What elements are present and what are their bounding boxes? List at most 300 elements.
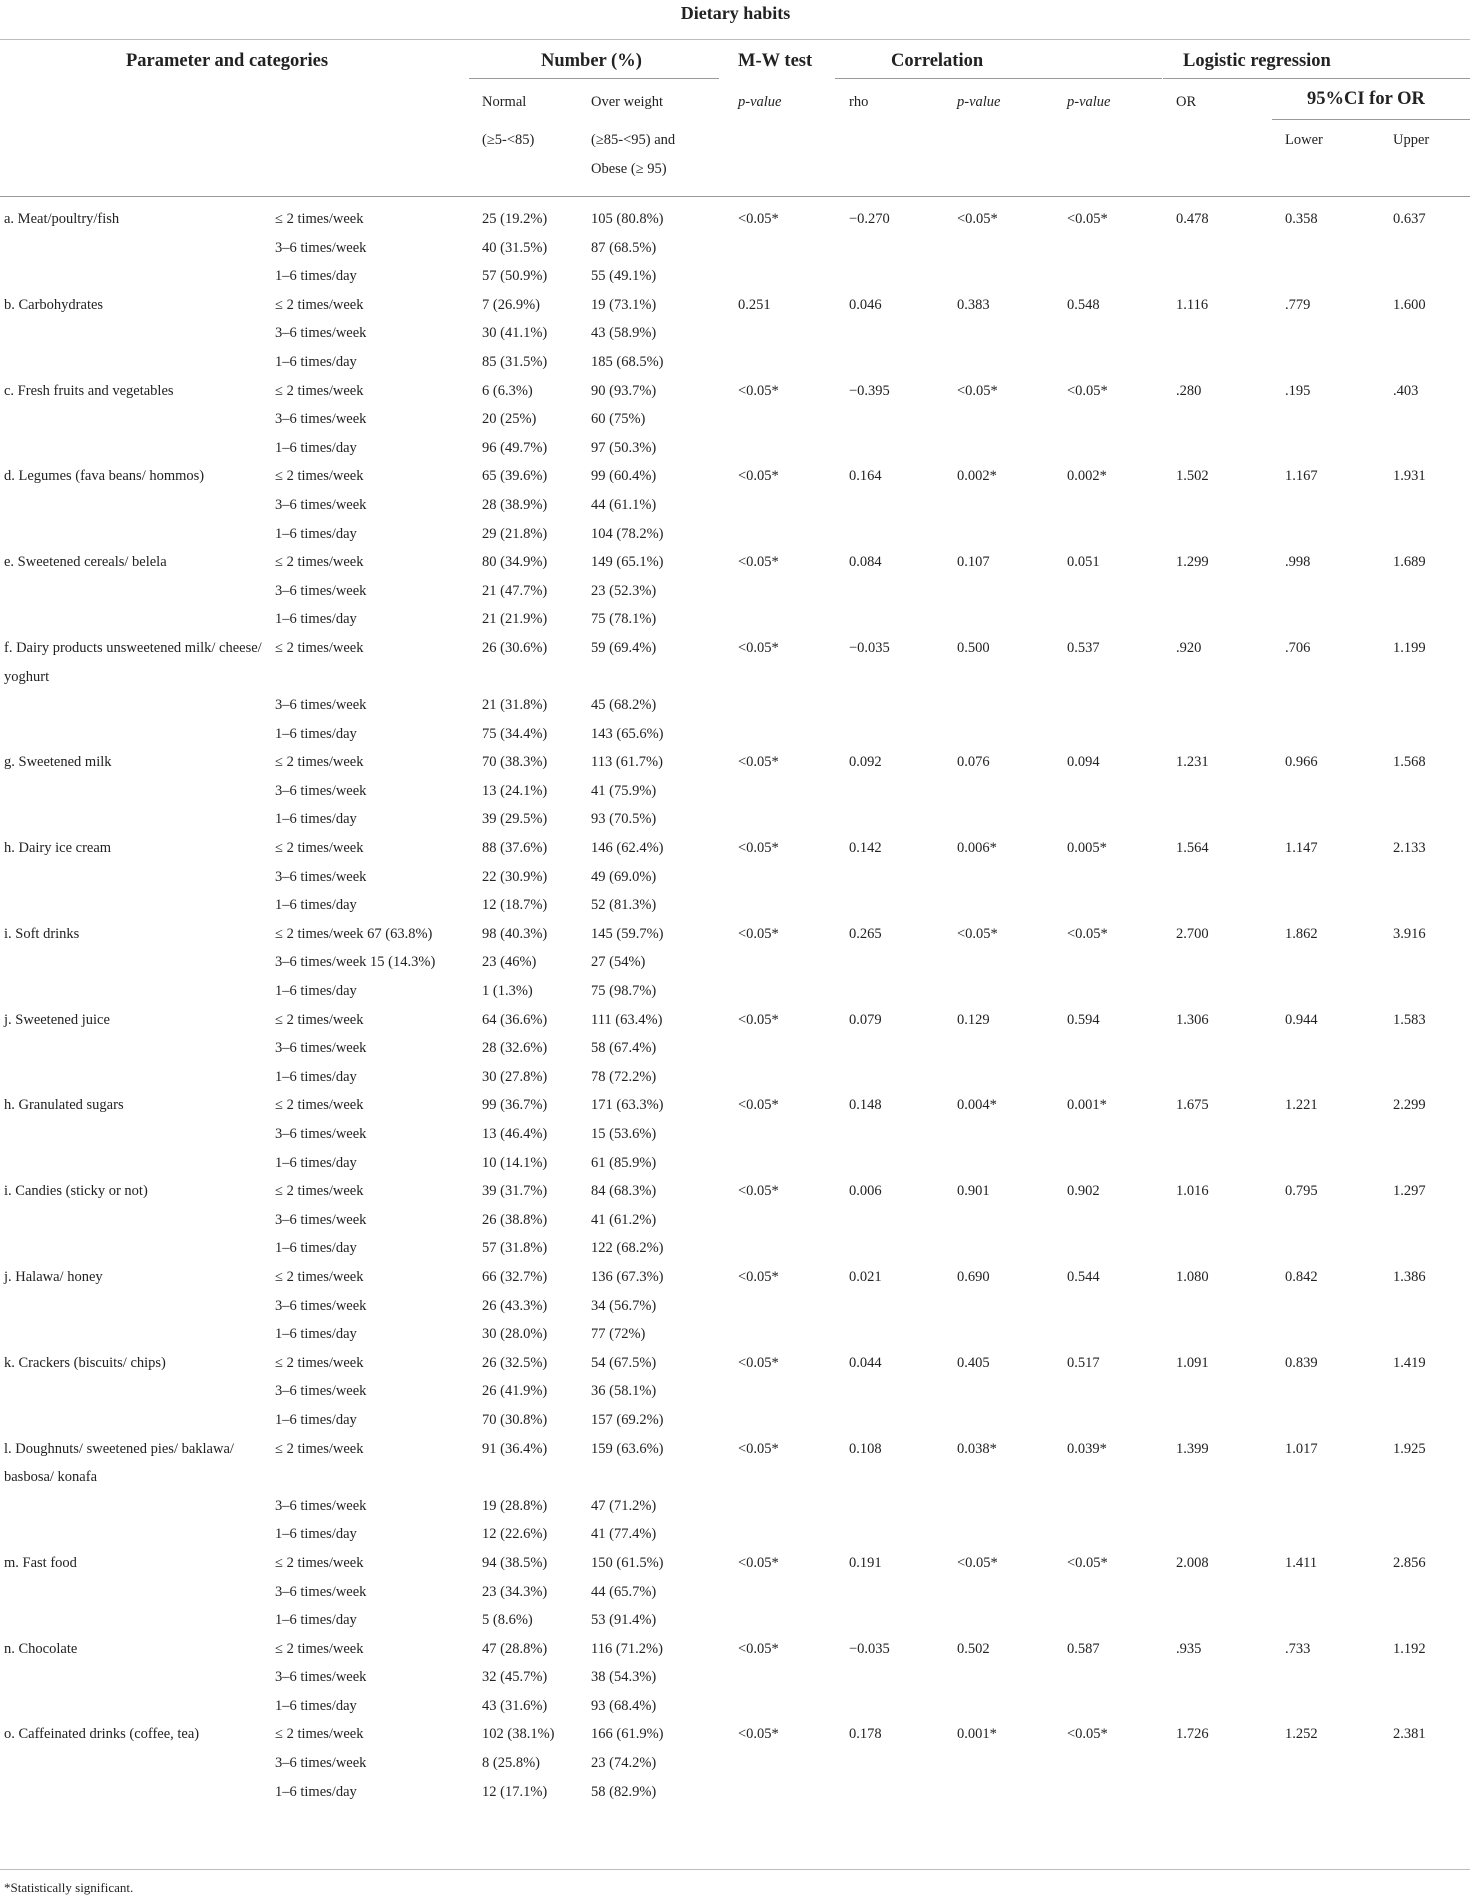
- ci-upper-cell: 1.199: [1393, 639, 1426, 656]
- category-cell: ≤ 2 times/week: [275, 1011, 364, 1028]
- parameter-cell: [0, 605, 275, 634]
- logit-pvalue-cell: [1067, 605, 1176, 634]
- ci-upper-cell: [1393, 1606, 1470, 1635]
- or-cell: [1176, 720, 1285, 749]
- ci-lower-cell: [1285, 1778, 1393, 1807]
- ci-upper-cell: [1393, 1520, 1470, 1549]
- table-row: [0, 777, 1470, 806]
- or-cell: 1.502: [1176, 468, 1209, 485]
- header-upper: Upper: [1393, 132, 1430, 148]
- rho-cell: [849, 1406, 957, 1435]
- parameter-cell: g. Sweetened milk: [4, 754, 112, 771]
- rho-cell: [849, 577, 957, 606]
- overweight-cell: 122 (68.2%): [591, 1240, 664, 1257]
- rho-cell: 0.265: [849, 925, 882, 942]
- category-cell: 3–6 times/week: [275, 1297, 367, 1314]
- overweight-cell: 113 (61.7%): [591, 754, 663, 771]
- overweight-cell: 93 (68.4%): [591, 1697, 657, 1714]
- parameter-cell: [0, 977, 275, 1006]
- logit-pvalue-cell: [1067, 1663, 1176, 1692]
- mw-pvalue-cell: [738, 262, 849, 291]
- ci-lower-cell: 0.358: [1285, 211, 1318, 227]
- or-cell: [1176, 1063, 1285, 1092]
- corr-pvalue-cell: [957, 1063, 1067, 1092]
- overweight-cell: 90 (93.7%): [591, 382, 657, 399]
- or-cell: 1.306: [1176, 1011, 1209, 1028]
- rho-cell: 0.148: [849, 1097, 882, 1114]
- table-row: [0, 434, 1470, 463]
- ci-lower-cell: [1285, 434, 1393, 463]
- corr-pvalue-cell: [957, 1034, 1067, 1063]
- normal-cell: 99 (36.7%): [482, 1097, 548, 1114]
- ci-lower-cell: 0.795: [1285, 1183, 1318, 1200]
- ci-lower-cell: [1285, 1377, 1393, 1406]
- mw-pvalue-cell: [738, 1034, 849, 1063]
- ci-lower-cell: [1285, 605, 1393, 634]
- rho-cell: [849, 1606, 957, 1635]
- category-cell: 3–6 times/week: [275, 1040, 367, 1057]
- normal-cell: 96 (49.7%): [482, 439, 548, 456]
- normal-cell: 22 (30.9%): [482, 868, 548, 885]
- parameter-cell: [0, 948, 275, 977]
- ci-lower-cell: [1285, 948, 1393, 977]
- ci-lower-cell: 1.167: [1285, 468, 1318, 485]
- or-cell: 2.700: [1176, 925, 1209, 942]
- ci-lower-cell: [1285, 1749, 1393, 1778]
- logit-pvalue-cell: 0.051: [1067, 554, 1100, 571]
- logit-pvalue-cell: [1067, 1206, 1176, 1235]
- ci-lower-cell: .195: [1285, 382, 1311, 399]
- or-cell: 1.116: [1176, 296, 1209, 313]
- table-row: [0, 1692, 1470, 1721]
- overweight-cell: 27 (54%): [591, 954, 646, 971]
- ci-lower-cell: .779: [1285, 296, 1311, 313]
- table-row: [0, 948, 1470, 977]
- rho-cell: [849, 1149, 957, 1178]
- mw-pvalue-cell: [738, 1206, 849, 1235]
- rho-cell: [849, 777, 957, 806]
- mw-pvalue-cell: <0.05*: [738, 1011, 779, 1028]
- normal-cell: 75 (34.4%): [482, 725, 548, 742]
- table-row: [0, 1149, 1470, 1178]
- corr-pvalue-cell: [957, 319, 1067, 348]
- category-cell: 3–6 times/week: [275, 1126, 367, 1142]
- ci-upper-cell: 1.689: [1393, 554, 1426, 571]
- ci-upper-cell: [1393, 1692, 1470, 1721]
- category-cell: ≤ 2 times/week: [275, 211, 364, 227]
- mw-pvalue-cell: [738, 1320, 849, 1349]
- ci-upper-cell: [1393, 1120, 1470, 1149]
- or-cell: [1176, 1749, 1285, 1778]
- category-cell: ≤ 2 times/week: [275, 1097, 364, 1114]
- rho-cell: [849, 605, 957, 634]
- table-row: [0, 691, 1470, 720]
- normal-cell: 39 (31.7%): [482, 1183, 548, 1200]
- overweight-cell: 15 (53.6%): [591, 1126, 657, 1142]
- logit-pvalue-cell: [1067, 262, 1176, 291]
- category-cell: 1–6 times/day: [275, 611, 357, 628]
- overweight-cell: 116 (71.2%): [591, 1640, 663, 1657]
- parameter-cell: [0, 1749, 275, 1778]
- mw-pvalue-cell: [738, 1234, 849, 1263]
- category-cell: 3–6 times/week: [275, 325, 367, 342]
- category-cell: ≤ 2 times/week: [275, 468, 364, 485]
- or-cell: 1.080: [1176, 1268, 1209, 1285]
- rho-cell: [849, 1578, 957, 1607]
- category-cell: 1–6 times/day: [275, 1240, 357, 1257]
- logit-pvalue-cell: [1067, 863, 1176, 892]
- rho-cell: [849, 1492, 957, 1521]
- ci-upper-cell: [1393, 1034, 1470, 1063]
- header-correlation: Correlation: [891, 51, 984, 71]
- logit-pvalue-cell: [1067, 948, 1176, 977]
- mw-pvalue-cell: <0.05*: [738, 639, 779, 656]
- corr-pvalue-cell: [957, 977, 1067, 1006]
- rho-cell: [849, 1120, 957, 1149]
- normal-cell: 26 (43.3%): [482, 1297, 548, 1314]
- rho-cell: 0.046: [849, 296, 882, 313]
- rho-cell: [849, 520, 957, 549]
- ci-upper-cell: [1393, 319, 1470, 348]
- header-bottom-rule: [0, 196, 1470, 197]
- mw-pvalue-cell: <0.05*: [738, 554, 779, 571]
- table-row: [0, 1177, 1470, 1206]
- mw-pvalue-cell: [738, 691, 849, 720]
- corr-pvalue-cell: [957, 1292, 1067, 1321]
- parameter-cell: [0, 520, 275, 549]
- overweight-cell: 77 (72%): [591, 1326, 646, 1343]
- table-row: [0, 1377, 1470, 1406]
- or-cell: [1176, 863, 1285, 892]
- rho-cell: 0.178: [849, 1726, 882, 1743]
- overweight-cell: 105 (80.8%): [591, 211, 664, 227]
- mw-pvalue-cell: [738, 234, 849, 263]
- logit-pvalue-cell: <0.05*: [1067, 1554, 1108, 1571]
- parameter-cell: h. Granulated sugars: [4, 1097, 124, 1114]
- corr-pvalue-cell: 0.500: [957, 639, 990, 656]
- parameter-cell: k. Crackers (biscuits/ chips): [4, 1354, 166, 1371]
- category-cell: ≤ 2 times/week: [275, 554, 364, 571]
- ci-upper-cell: 1.583: [1393, 1011, 1426, 1028]
- normal-cell: 26 (38.8%): [482, 1211, 548, 1228]
- mw-pvalue-cell: [738, 1606, 849, 1635]
- category-cell: 1–6 times/day: [275, 811, 357, 828]
- ci-upper-cell: 2.299: [1393, 1097, 1426, 1114]
- parameter-cell: [0, 691, 275, 720]
- ci-upper-cell: 1.568: [1393, 754, 1426, 771]
- overweight-cell: 34 (56.7%): [591, 1297, 657, 1314]
- logit-pvalue-cell: [1067, 1778, 1176, 1807]
- normal-cell: 80 (34.9%): [482, 554, 548, 571]
- overweight-cell: 36 (58.1%): [591, 1383, 657, 1400]
- rho-cell: [849, 1063, 957, 1092]
- header-or: OR: [1176, 94, 1197, 110]
- corr-pvalue-cell: <0.05*: [957, 925, 998, 942]
- mw-pvalue-cell: [738, 1292, 849, 1321]
- logit-pvalue-cell: 0.548: [1067, 296, 1100, 313]
- or-cell: [1176, 891, 1285, 920]
- overweight-cell: 87 (68.5%): [591, 239, 657, 256]
- logit-pvalue-cell: 0.094: [1067, 754, 1100, 771]
- corr-pvalue-cell: <0.05*: [957, 1554, 998, 1571]
- parameter-cell: [0, 891, 275, 920]
- table-row: [0, 1349, 1470, 1378]
- table-row: [0, 1263, 1470, 1292]
- parameter-cell: o. Caffeinated drinks (coffee, tea): [4, 1726, 200, 1743]
- table-row: [0, 577, 1470, 606]
- mw-pvalue-cell: [738, 1492, 849, 1521]
- parameter-cell: j. Halawa/ honey: [4, 1268, 103, 1285]
- mw-pvalue-cell: <0.05*: [738, 840, 779, 857]
- mw-pvalue-cell: [738, 948, 849, 977]
- category-cell: 1–6 times/day: [275, 1154, 357, 1171]
- normal-cell: 23 (34.3%): [482, 1583, 548, 1600]
- ci-upper-cell: [1393, 1063, 1470, 1092]
- category-cell: ≤ 2 times/week: [275, 1354, 364, 1371]
- ci-lower-cell: [1285, 805, 1393, 834]
- normal-cell: 12 (22.6%): [482, 1526, 548, 1543]
- or-cell: [1176, 1606, 1285, 1635]
- logit-pvalue-cell: [1067, 1120, 1176, 1149]
- corr-pvalue-cell: [957, 1520, 1067, 1549]
- overweight-cell: 53 (91.4%): [591, 1612, 657, 1629]
- ci-lower-cell: [1285, 1206, 1393, 1235]
- ci-upper-cell: [1393, 1749, 1470, 1778]
- mw-pvalue-cell: [738, 1663, 849, 1692]
- or-cell: [1176, 605, 1285, 634]
- normal-cell: 40 (31.5%): [482, 239, 548, 256]
- normal-cell: 28 (32.6%): [482, 1040, 548, 1057]
- parameter-cell: f. Dairy products unsweetened milk/ cheese/ yoghurt: [4, 639, 262, 685]
- mw-pvalue-cell: <0.05*: [738, 1640, 779, 1657]
- header-number: Number (%): [541, 51, 642, 71]
- or-cell: [1176, 234, 1285, 263]
- ci-upper-cell: [1393, 1406, 1470, 1435]
- normal-cell: 7 (26.9%): [482, 296, 540, 313]
- parameter-cell: [0, 434, 275, 463]
- ci-upper-cell: 1.297: [1393, 1183, 1426, 1200]
- logit-pvalue-cell: [1067, 1692, 1176, 1721]
- normal-cell: 65 (39.6%): [482, 468, 548, 485]
- corr-pvalue-cell: 0.383: [957, 296, 990, 313]
- category-cell: 3–6 times/week: [275, 1497, 367, 1514]
- corr-pvalue-cell: 0.107: [957, 554, 990, 571]
- category-cell: ≤ 2 times/week: [275, 639, 364, 656]
- or-cell: 1.675: [1176, 1097, 1209, 1114]
- ci-upper-cell: [1393, 1292, 1470, 1321]
- corr-pvalue-cell: [957, 1606, 1067, 1635]
- rho-cell: 0.142: [849, 840, 882, 857]
- table-row: [0, 1206, 1470, 1235]
- logit-pvalue-cell: [1067, 1063, 1176, 1092]
- corr-pvalue-cell: [957, 805, 1067, 834]
- rho-cell: 0.084: [849, 554, 882, 571]
- logit-pvalue-cell: [1067, 434, 1176, 463]
- corr-pvalue-cell: 0.129: [957, 1011, 990, 1028]
- header-over-3: Obese (≥ 95): [591, 161, 667, 177]
- rho-cell: [849, 1320, 957, 1349]
- rho-cell: −0.395: [849, 382, 890, 399]
- logit-pvalue-cell: [1067, 1578, 1176, 1607]
- ci-upper-cell: 1.925: [1393, 1440, 1426, 1457]
- mw-pvalue-cell: [738, 348, 849, 377]
- logit-pvalue-cell: <0.05*: [1067, 382, 1108, 399]
- or-cell: 1.016: [1176, 1183, 1209, 1200]
- normal-cell: 1 (1.3%): [482, 983, 533, 1000]
- category-cell: 1–6 times/day: [275, 268, 357, 285]
- parameter-cell: e. Sweetened cereals/ belela: [4, 554, 167, 571]
- rho-cell: [849, 262, 957, 291]
- header-over-1: Over weight: [591, 94, 664, 110]
- rho-cell: 0.108: [849, 1440, 882, 1457]
- logit-pvalue-cell: [1067, 1292, 1176, 1321]
- rho-cell: [849, 691, 957, 720]
- parameter-cell: [0, 1234, 275, 1263]
- parameter-cell: l. Doughnuts/ sweetened pies/ baklawa/ basbosa/ konafa: [4, 1440, 234, 1486]
- overweight-cell: 41 (77.4%): [591, 1526, 657, 1543]
- parameter-cell: [0, 1120, 275, 1149]
- category-cell: 3–6 times/week: [275, 782, 367, 799]
- overweight-cell: 49 (69.0%): [591, 868, 657, 885]
- ci-upper-cell: 1.931: [1393, 468, 1426, 485]
- logit-pvalue-cell: [1067, 1149, 1176, 1178]
- normal-cell: 91 (36.4%): [482, 1440, 548, 1457]
- ci-lower-cell: [1285, 405, 1393, 434]
- normal-cell: 26 (32.5%): [482, 1354, 548, 1371]
- normal-cell: 12 (18.7%): [482, 897, 548, 914]
- table-row: [0, 1234, 1470, 1263]
- category-cell: 1–6 times/day: [275, 725, 357, 742]
- or-cell: 1.091: [1176, 1354, 1209, 1371]
- logit-pvalue-cell: [1067, 891, 1176, 920]
- table-row: [0, 634, 1470, 691]
- ci-lower-cell: [1285, 319, 1393, 348]
- ci-lower-cell: 0.966: [1285, 754, 1318, 771]
- normal-cell: 6 (6.3%): [482, 382, 533, 399]
- ci-upper-cell: 3.916: [1393, 925, 1426, 942]
- rho-cell: [849, 1778, 957, 1807]
- table-row: [0, 834, 1470, 863]
- parameter-cell: [0, 1692, 275, 1721]
- parameter-cell: [0, 348, 275, 377]
- rho-cell: [849, 977, 957, 1006]
- ci-lower-cell: .733: [1285, 1640, 1311, 1657]
- overweight-cell: 159 (63.6%): [591, 1440, 664, 1457]
- mw-pvalue-cell: [738, 319, 849, 348]
- logit-pvalue-cell: 0.517: [1067, 1354, 1100, 1371]
- or-cell: [1176, 348, 1285, 377]
- category-cell: ≤ 2 times/week: [275, 382, 364, 399]
- overweight-cell: 44 (65.7%): [591, 1583, 657, 1600]
- mw-pvalue-cell: <0.05*: [738, 1554, 779, 1571]
- header-mw-pvalue: p-value: [738, 94, 782, 110]
- rho-cell: [849, 863, 957, 892]
- data-table: [0, 205, 1470, 1806]
- table-row: [0, 1435, 1470, 1492]
- overweight-cell: 75 (98.7%): [591, 983, 657, 1000]
- mw-pvalue-cell: <0.05*: [738, 1268, 779, 1285]
- ci-upper-cell: [1393, 977, 1470, 1006]
- table-row: [0, 291, 1470, 320]
- normal-cell: 8 (25.8%): [482, 1755, 540, 1772]
- rho-cell: 0.006: [849, 1183, 882, 1200]
- category-cell: 3–6 times/week: [275, 1669, 367, 1686]
- or-cell: [1176, 1578, 1285, 1607]
- logit-pvalue-cell: <0.05*: [1067, 925, 1108, 942]
- overweight-cell: 75 (78.1%): [591, 611, 657, 628]
- overweight-cell: 44 (61.1%): [591, 496, 657, 513]
- logit-pvalue-cell: [1067, 319, 1176, 348]
- mw-pvalue-cell: [738, 434, 849, 463]
- or-cell: [1176, 805, 1285, 834]
- table-row: [0, 1063, 1470, 1092]
- overweight-cell: 145 (59.7%): [591, 925, 664, 942]
- ci-lower-cell: [1285, 1320, 1393, 1349]
- rho-cell: [849, 1234, 957, 1263]
- table-row: [0, 205, 1470, 234]
- normal-cell: 10 (14.1%): [482, 1154, 548, 1171]
- or-cell: [1176, 1377, 1285, 1406]
- corr-pvalue-cell: 0.002*: [957, 468, 997, 485]
- parameter-cell: [0, 234, 275, 263]
- table-row: [0, 920, 1470, 949]
- corr-pvalue-cell: [957, 948, 1067, 977]
- ci-upper-cell: [1393, 1320, 1470, 1349]
- logit-pvalue-cell: [1067, 720, 1176, 749]
- logit-pvalue-cell: [1067, 691, 1176, 720]
- ci-lower-cell: [1285, 1520, 1393, 1549]
- rho-cell: [849, 434, 957, 463]
- mw-pvalue-cell: [738, 720, 849, 749]
- parameter-cell: [0, 863, 275, 892]
- logit-pvalue-cell: [1067, 234, 1176, 263]
- normal-cell: 29 (21.8%): [482, 525, 548, 542]
- ci-upper-cell: [1393, 720, 1470, 749]
- ci-lower-cell: 1.862: [1285, 925, 1318, 942]
- category-cell: 1–6 times/day: [275, 1411, 357, 1428]
- ci-upper-cell: [1393, 777, 1470, 806]
- ci-lower-cell: .998: [1285, 554, 1311, 571]
- rho-cell: 0.079: [849, 1011, 882, 1028]
- mw-pvalue-cell: [738, 1406, 849, 1435]
- overweight-cell: 58 (67.4%): [591, 1040, 657, 1057]
- corr-pvalue-cell: [957, 1578, 1067, 1607]
- table-row: [0, 977, 1470, 1006]
- ci-spanner-line: [1272, 119, 1470, 120]
- logit-pvalue-cell: [1067, 1234, 1176, 1263]
- normal-cell: 47 (28.8%): [482, 1640, 548, 1657]
- ci-lower-cell: [1285, 577, 1393, 606]
- overweight-cell: 52 (81.3%): [591, 897, 657, 914]
- or-cell: [1176, 1292, 1285, 1321]
- top-rule: [0, 39, 1470, 40]
- parameter-cell: [0, 1206, 275, 1235]
- rho-cell: 0.044: [849, 1354, 882, 1371]
- logit-pvalue-cell: [1067, 520, 1176, 549]
- ci-upper-cell: [1393, 262, 1470, 291]
- or-cell: [1176, 520, 1285, 549]
- table-row: [0, 405, 1470, 434]
- logit-pvalue-cell: [1067, 805, 1176, 834]
- or-cell: [1176, 1778, 1285, 1807]
- ci-upper-cell: [1393, 405, 1470, 434]
- category-cell: 1–6 times/day: [275, 1526, 357, 1543]
- rho-cell: [849, 1034, 957, 1063]
- mw-pvalue-cell: [738, 605, 849, 634]
- ci-lower-cell: [1285, 1149, 1393, 1178]
- table-row: [0, 1635, 1470, 1664]
- ci-lower-cell: .706: [1285, 639, 1311, 656]
